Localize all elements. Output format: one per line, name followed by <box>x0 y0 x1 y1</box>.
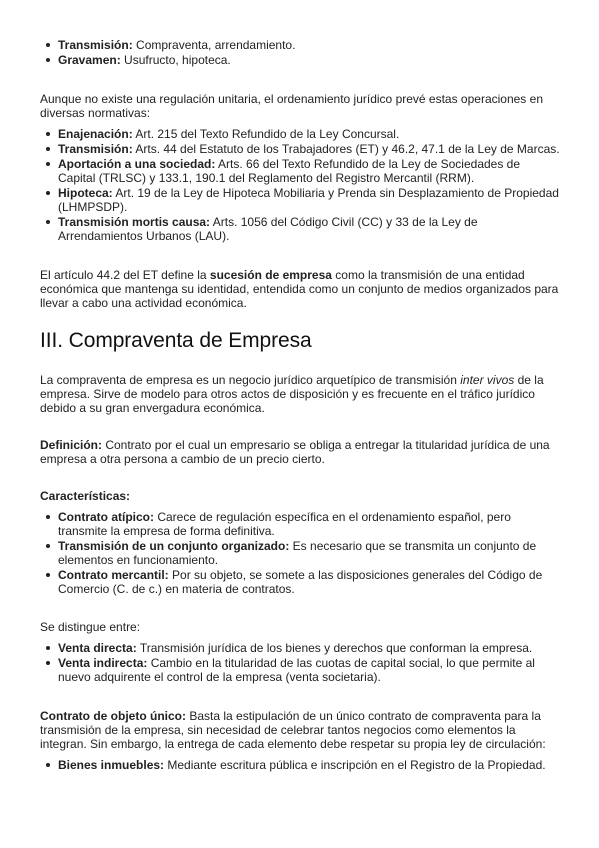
contrato-text: Basta la estipulación de un único contrato de compraventa para la transmisión de la empresa, sin necesidad de celebrar tantos negocios como elementos la integran. Sin embargo, la entrega de cada elemento debe respetar su propia ley de circulación: <box>40 709 546 751</box>
list-item-label: Gravamen: <box>58 53 121 67</box>
list-item <box>58 38 560 52</box>
list-item-text: Es necesario que se transmita un conjunto de elementos en funcionamiento. <box>58 539 537 567</box>
definicion-text: Contrato por el cual un empresario se obliga a entregar la titularidad jurídica de una empresa a otra persona a cambio de un precio cierto. <box>40 438 550 466</box>
list-item <box>58 157 560 185</box>
list-item-label: Contrato atípico: <box>58 510 154 524</box>
list-item-text: Art. 215 del Texto Refundido de la Ley Concursal. <box>132 127 400 141</box>
list-item-label: Venta indirecta: <box>58 656 148 670</box>
list-item <box>58 53 560 67</box>
bullet-list-transmision-gravamen <box>40 38 560 67</box>
paragraph-definicion <box>40 438 560 466</box>
list-item <box>58 510 560 538</box>
text-run: La compraventa de empresa es un negocio jurídico arquetípico de transmisión <box>40 373 461 387</box>
bullet-list-ventas <box>40 641 560 684</box>
list-item-label: Transmisión: <box>58 38 133 52</box>
paragraph-compraventa-intro <box>40 373 560 415</box>
caracteristicas-label: Características: <box>40 489 131 503</box>
contrato-label: Contrato de objeto único: <box>40 709 186 723</box>
list-item-label: Transmisión de un conjunto organizado: <box>58 539 290 553</box>
list-item-text: Art. 19 de la Ley de Hipoteca Mobiliaria y Prenda sin Desplazamiento de Propiedad (LHMPSDP). <box>58 186 559 214</box>
list-item-label: Hipoteca: <box>58 186 113 200</box>
list-item-text: Compraventa, arrendamiento. <box>132 38 296 52</box>
document-content <box>40 38 560 773</box>
paragraph-sucesion-empresa <box>40 268 560 310</box>
list-item-label: Enajenación: <box>58 127 133 141</box>
list-item-label: Contrato mercantil: <box>58 568 169 582</box>
paragraph-normativas: Aunque no existe una regulación unitaria, el ordenamiento jurídico prevé estas operaciones en diversas normativas: <box>40 92 543 120</box>
section-heading: III. Compraventa de Empresa <box>40 329 312 352</box>
text-run: de la empresa. Sirve de modelo para otros actos de disposición y es frecuente en el tráfico jurídico debido a su gran envergadura económica. <box>40 373 544 415</box>
list-item <box>58 758 560 772</box>
list-item-label: Transmisión mortis causa: <box>58 215 211 229</box>
list-item-text: Arts. 1056 del Código Civil (CC) y 33 de la Ley de Arrendamientos Urbanos (LAU). <box>58 215 478 243</box>
list-item-text: Arts. 44 del Estatuto de los Trabajadores (ET) y 46.2, 47.1 de la Ley de Marcas. <box>132 142 560 156</box>
list-item <box>58 539 560 567</box>
bold-term: sucesión de empresa <box>209 268 332 282</box>
list-item <box>58 641 560 655</box>
paragraph-contrato-objeto-unico <box>40 709 560 751</box>
text-run: El artículo 44.2 del ET define la <box>40 268 210 282</box>
list-item <box>58 656 560 684</box>
list-item <box>58 186 560 214</box>
list-item-text: Arts. 66 del Texto Refundido de la Ley de Sociedades de Capital (TRLSC) y 133.1, 190.1 del Reglamento del Registro Mercantil (RRM). <box>58 157 521 185</box>
list-item-text: Mediante escritura pública e inscripción en el Registro de la Propiedad. <box>164 758 546 772</box>
list-item-text: Carece de regulación específica en el ordenamiento español, pero transmite la empresa de forma definitiva. <box>58 510 511 538</box>
bullet-list-caracteristicas <box>40 510 560 596</box>
list-item <box>58 568 560 596</box>
list-item-label: Venta directa: <box>58 641 137 655</box>
list-item <box>58 127 560 141</box>
list-item-label: Transmisión: <box>58 142 133 156</box>
list-item-text: Por su objeto, se somete a las disposiciones generales del Código de Comercio (C. de c.) en materia de contratos. <box>58 568 543 596</box>
list-item-text: Transmisión jurídica de los bienes y derechos que conforman la empresa. <box>136 641 533 655</box>
list-item-label: Aportación a una sociedad: <box>58 157 216 171</box>
bullet-list-normativas <box>40 127 560 243</box>
definicion-label: Definición: <box>40 438 102 452</box>
paragraph-distingue: Se distingue entre: <box>40 620 141 634</box>
list-item <box>58 215 560 243</box>
list-item <box>58 142 560 156</box>
italic-term: inter vivos <box>460 373 515 387</box>
text-run: como la transmisión de una entidad económica que mantenga su identidad, entendida como un conjunto de medios organizados para llevar a cabo una actividad económica. <box>40 268 559 310</box>
list-item-text: Cambio en la titularidad de las cuotas de capital social, lo que permite al nuevo adquirente el control de la empresa (venta societaria). <box>58 656 535 684</box>
list-item-label: Bienes inmuebles: <box>58 758 165 772</box>
list-item-text: Usufructo, hipoteca. <box>120 53 231 67</box>
bullet-list-bienes <box>40 758 560 772</box>
caracteristicas-title <box>40 489 560 503</box>
